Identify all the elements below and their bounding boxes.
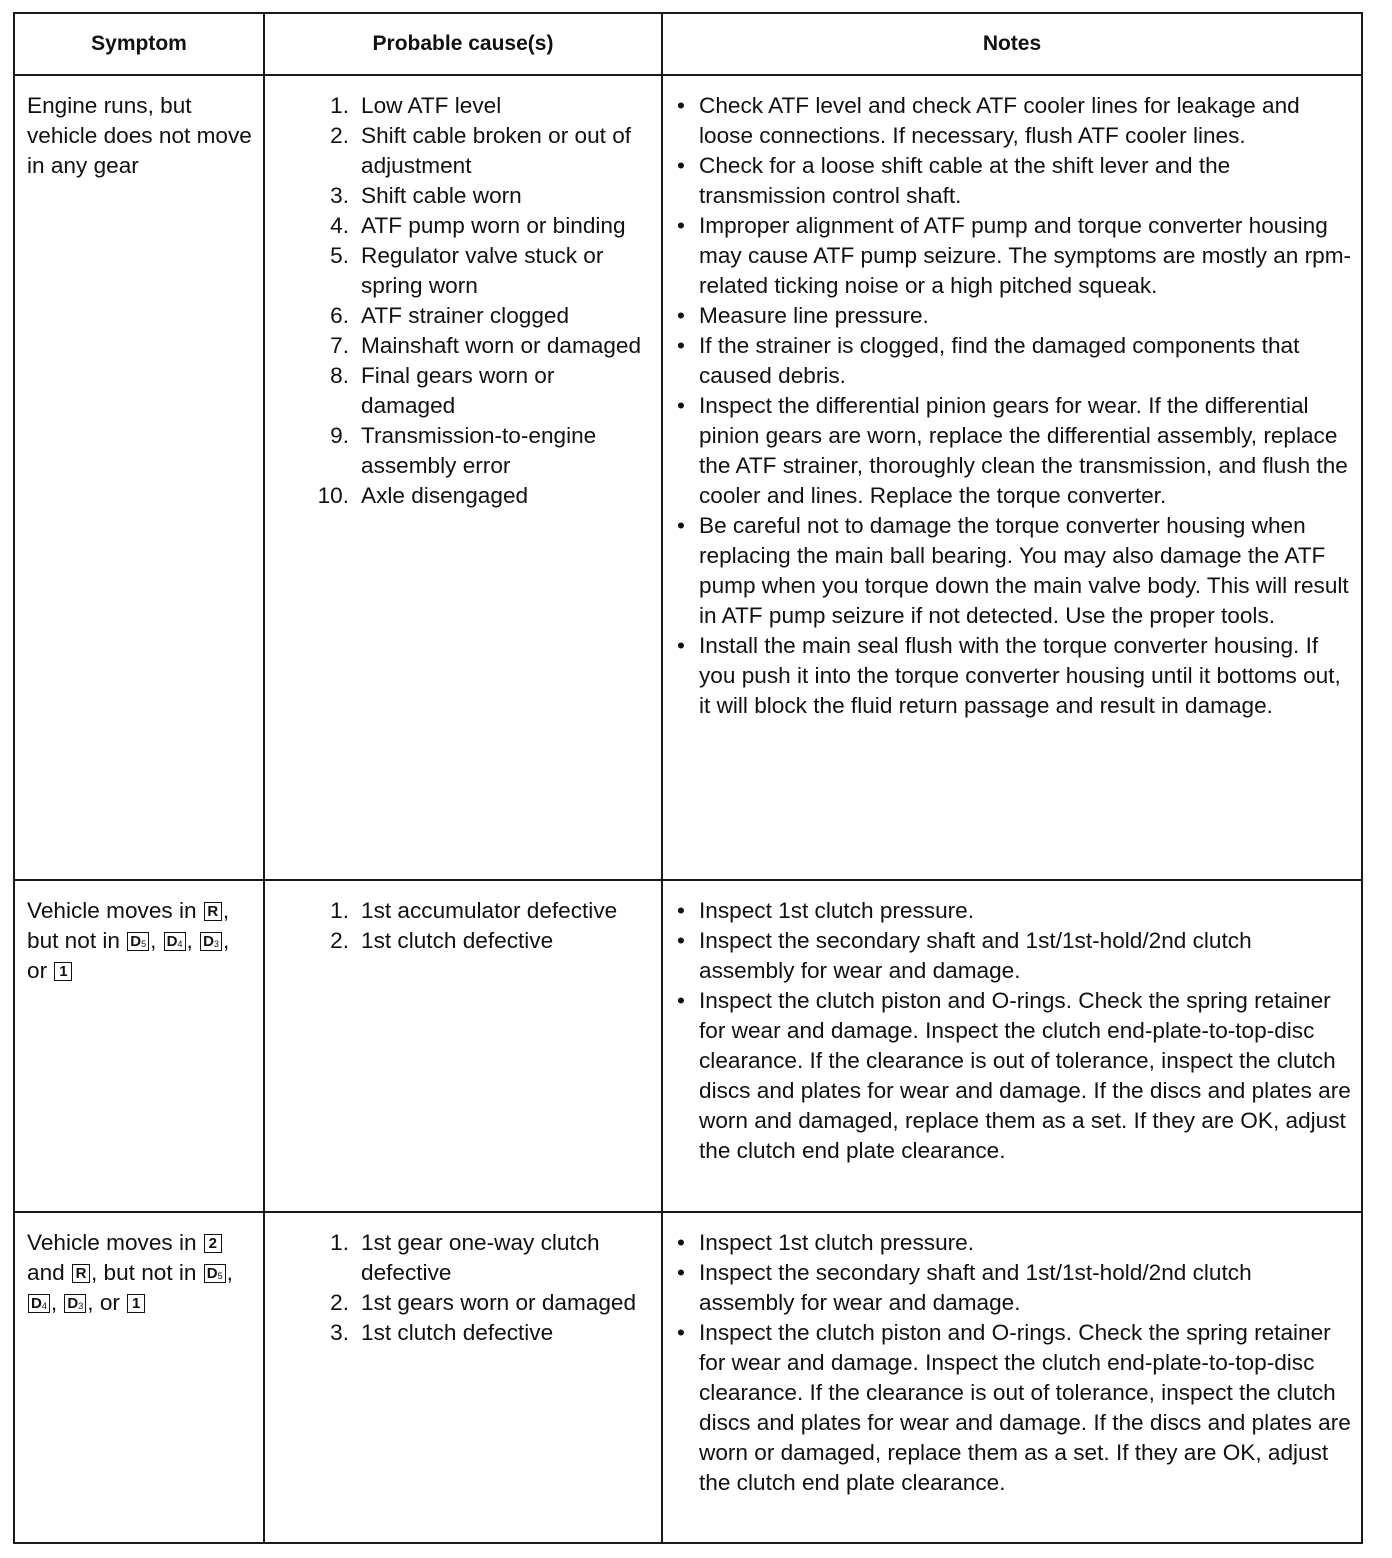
cause-item: [275, 241, 653, 301]
cause-text: Low ATF level: [361, 93, 502, 118]
gear-position-2-icon: 2: [204, 1234, 222, 1253]
cause-text: ATF pump worn or binding: [361, 213, 626, 238]
cause-text: ATF strainer clogged: [361, 303, 570, 328]
cause-item: [275, 1288, 653, 1318]
gear-subscript: 3: [78, 1301, 84, 1311]
gear-position-d3-icon: [200, 932, 222, 951]
note-item: [673, 91, 1353, 151]
cause-number: 8.: [330, 363, 349, 388]
note-item: [673, 1318, 1353, 1498]
cause-text: Axle disengaged: [361, 483, 529, 508]
table-row: [14, 1212, 1362, 1543]
gear-letter: D: [31, 1295, 42, 1312]
troubleshooting-table-wrapper: [13, 12, 1361, 1544]
bullet-icon: •: [677, 333, 685, 358]
gear-subscript: 5: [141, 939, 147, 949]
note-text: Inspect 1st clutch pressure.: [699, 1230, 975, 1255]
table-row: [14, 75, 1362, 880]
cause-number: 1.: [330, 898, 349, 923]
cause-number: 4.: [330, 213, 349, 238]
cause-number: 2.: [330, 1290, 349, 1315]
gear-subscript: 3: [213, 939, 219, 949]
cause-text: Shift cable broken or out of adjustment: [361, 123, 632, 178]
note-text: Inspect the clutch piston and O-rings. Check the spring retainer for wear and damage. Inspect the clutch end-plate-to-top-disc clearance. If the clearance is out of tolerance, inspect the clutch discs and plates for wear and damage. If the discs and plates are worn and damaged, replace them as a set. If they are OK, adjust the clutch end plate clearance.: [699, 988, 1351, 1163]
cause-number: 9.: [330, 423, 349, 448]
gear-letter: D: [203, 933, 214, 950]
symptom-text-part: Vehicle moves in: [27, 898, 203, 923]
cause-item: [275, 1228, 653, 1288]
cause-number: 1.: [330, 1230, 349, 1255]
cause-text: 1st clutch defective: [361, 928, 554, 953]
bullet-icon: •: [677, 513, 685, 538]
cause-item: [275, 1318, 653, 1348]
cause-text: 1st clutch defective: [361, 1320, 554, 1345]
causes-list: [275, 1228, 653, 1348]
cause-text: 1st gears worn or damaged: [361, 1290, 637, 1315]
symptom-text-part: and: [27, 1260, 71, 1285]
cause-item: [275, 91, 653, 121]
table-row: [14, 880, 1362, 1212]
symptom-cell: [14, 1212, 264, 1543]
cause-item: [275, 181, 653, 211]
symptom-text-part: ,: [50, 1290, 64, 1315]
symptom-text-part: , or: [27, 928, 230, 983]
bullet-icon: •: [677, 633, 685, 658]
causes-cell: [264, 75, 662, 880]
cause-text: 1st gear one-way clutch defective: [361, 1230, 600, 1285]
header-notes: Notes: [662, 13, 1362, 75]
note-item: [673, 926, 1353, 986]
note-text: Measure line pressure.: [699, 303, 929, 328]
symptom-text-part: , but not in: [90, 1260, 203, 1285]
bullet-icon: •: [677, 1230, 685, 1255]
gear-subscript: 4: [41, 1301, 47, 1311]
symptom-text-part: , or: [87, 1290, 127, 1315]
bullet-icon: •: [677, 153, 685, 178]
gear-position-d5-icon: [204, 1264, 226, 1283]
bullet-icon: •: [677, 303, 685, 328]
symptom-text: [27, 1230, 233, 1315]
causes-list: [275, 91, 653, 511]
gear-position-d5-icon: [127, 932, 149, 951]
note-text: Check for a loose shift cable at the shift lever and the transmission control shaft.: [699, 153, 1231, 208]
cause-item: [275, 121, 653, 181]
cause-text: Regulator valve stuck or spring worn: [361, 243, 604, 298]
bullet-icon: •: [677, 213, 685, 238]
gear-letter: D: [67, 1295, 79, 1312]
cause-item: [275, 211, 653, 241]
symptom-text: [27, 898, 229, 983]
symptom-text-part: ,: [186, 928, 200, 953]
bullet-icon: •: [677, 928, 685, 953]
cause-item: [275, 481, 653, 511]
cause-item: [275, 331, 653, 361]
note-item: [673, 1258, 1353, 1318]
symptom-cell: [14, 880, 264, 1212]
symptom-text-part: Vehicle moves in: [27, 1230, 203, 1255]
gear-position-d4-icon: [164, 932, 186, 951]
cause-number: 10.: [317, 483, 349, 508]
symptom-text-part: ,: [226, 1260, 233, 1285]
cause-text: Mainshaft worn or damaged: [361, 333, 642, 358]
gear-subscript: 5: [217, 1271, 223, 1281]
note-item: [673, 151, 1353, 211]
note-item: [673, 986, 1353, 1166]
note-item: [673, 511, 1353, 631]
bullet-icon: •: [677, 1320, 685, 1345]
note-item: [673, 391, 1353, 511]
causes-cell: [264, 880, 662, 1212]
cause-number: 5.: [330, 243, 349, 268]
cause-text: Transmission-to-engine assembly error: [361, 423, 597, 478]
note-item: [673, 301, 1353, 331]
gear-position-1-icon: 1: [127, 1294, 145, 1313]
notes-cell: [662, 880, 1362, 1212]
cause-number: 7.: [330, 333, 349, 358]
gear-subscript: 4: [177, 939, 183, 949]
gear-position-r-icon: R: [204, 902, 222, 921]
note-text: Inspect 1st clutch pressure.: [699, 898, 975, 923]
symptom-text-part: ,: [150, 928, 163, 953]
note-item: [673, 631, 1353, 721]
cause-number: 3.: [330, 1320, 349, 1345]
cause-item: [275, 421, 653, 481]
bullet-icon: •: [677, 1260, 685, 1285]
bullet-icon: •: [677, 898, 685, 923]
gear-letter: D: [166, 933, 178, 950]
cause-text: Shift cable worn: [361, 183, 522, 208]
causes-cell: [264, 1212, 662, 1543]
note-text: Inspect the secondary shaft and 1st/1st-hold/2nd clutch assembly for wear and damage.: [699, 928, 1252, 983]
bullet-icon: •: [677, 393, 685, 418]
note-text: Inspect the secondary shaft and 1st/1st-hold/2nd clutch assembly for wear and damage.: [699, 1260, 1252, 1315]
causes-list: [275, 896, 653, 956]
cause-number: 2.: [330, 928, 349, 953]
cause-number: 3.: [330, 183, 349, 208]
gear-position-1-icon: 1: [54, 962, 72, 981]
note-text: Inspect the differential pinion gears for wear. If the differential pinion gears are worn, replace the differential assembly, replace the ATF strainer, thoroughly clean the transmission, and flush the cooler and lines. Replace the torque converter.: [699, 393, 1348, 508]
cause-text: Final gears worn or damaged: [361, 363, 555, 418]
notes-list: [673, 896, 1353, 1166]
note-text: Be careful not to damage the torque converter housing when replacing the main ball bearing. You may also damage the ATF pump when you torque down the main valve body. This will result in ATF pump seizure if not detected. Use the proper tools.: [699, 513, 1349, 628]
symptom-text-part: , but not in: [27, 898, 230, 953]
notes-cell: [662, 75, 1362, 880]
notes-cell: [662, 1212, 1362, 1543]
cause-item: [275, 926, 653, 956]
symptom-cell: [14, 75, 264, 880]
note-item: [673, 331, 1353, 391]
gear-letter: D: [206, 1265, 218, 1282]
header-probable-causes: Probable cause(s): [264, 13, 662, 75]
notes-list: [673, 1228, 1353, 1498]
header-symptom: Symptom: [14, 13, 264, 75]
note-text: If the strainer is clogged, find the damaged components that caused debris.: [699, 333, 1300, 388]
troubleshooting-table: [13, 12, 1363, 1544]
cause-text: 1st accumulator defective: [361, 898, 618, 923]
cause-number: 2.: [330, 123, 349, 148]
note-item: [673, 1228, 1353, 1258]
cause-item: [275, 361, 653, 421]
cause-number: 1.: [330, 93, 349, 118]
bullet-icon: •: [677, 93, 685, 118]
note-text: Inspect the clutch piston and O-rings. Check the spring retainer for wear and damage. Inspect the clutch end-plate-to-top-disc clearance. If the clearance is out of tolerance, inspect the clutch discs and plates for wear and damage. If the discs and plates are worn or damaged, replace them as a set. If they are OK, adjust the clutch end plate clearance.: [699, 1320, 1351, 1495]
header-row: [14, 13, 1362, 75]
cause-item: [275, 301, 653, 331]
bullet-icon: •: [677, 988, 685, 1013]
symptom-text: Engine runs, but vehicle does not move in any gear: [27, 93, 252, 178]
gear-position-r-icon: R: [72, 1264, 90, 1283]
notes-list: [673, 91, 1353, 721]
note-item: [673, 211, 1353, 301]
note-text: Improper alignment of ATF pump and torque converter housing may cause ATF pump seizure. The symptoms are mostly an rpm-related ticking noise or a high pitched squeak.: [699, 213, 1352, 298]
cause-number: 6.: [330, 303, 349, 328]
gear-position-d3-icon: [64, 1294, 86, 1313]
note-item: [673, 896, 1353, 926]
cause-item: [275, 896, 653, 926]
note-text: Check ATF level and check ATF cooler lines for leakage and loose connections. If necessary, flush ATF cooler lines.: [699, 93, 1300, 148]
gear-letter: D: [130, 933, 142, 950]
gear-position-d4-icon: [28, 1294, 50, 1313]
note-text: Install the main seal flush with the torque converter housing. If you push it into the torque converter housing until it bottoms out, it will block the fluid return passage and result in damage.: [699, 633, 1341, 718]
